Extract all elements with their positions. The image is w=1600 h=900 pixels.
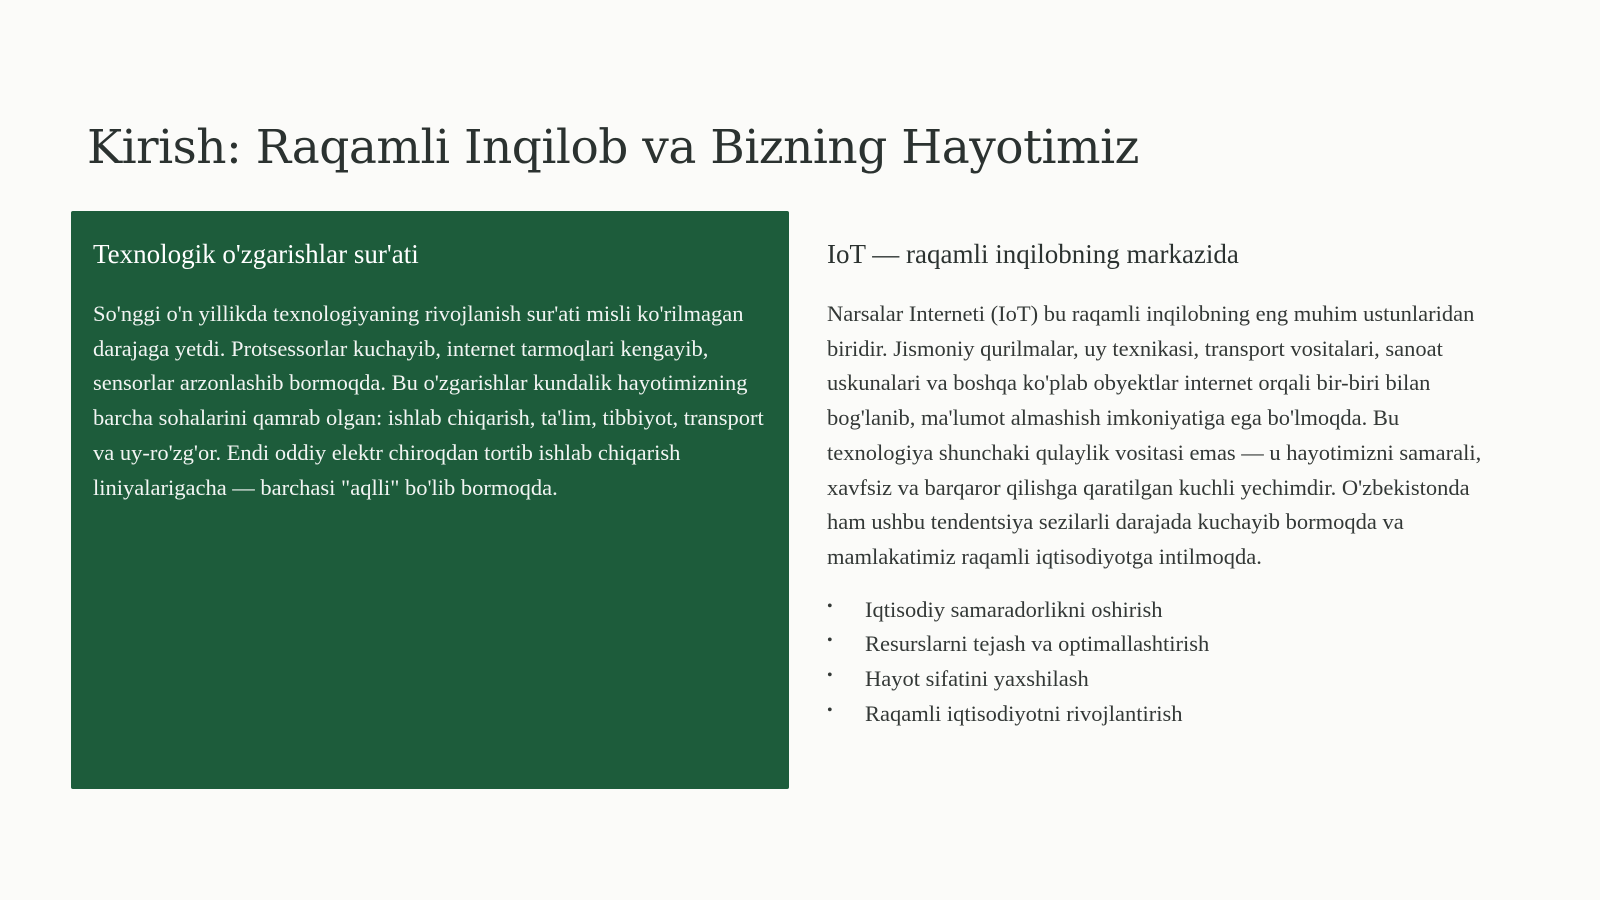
iot-section bbox=[827, 235, 1507, 731]
list-item bbox=[827, 593, 1507, 628]
iot-heading: IoT — raqamli inqilobning markazida bbox=[827, 239, 1239, 269]
list-item bbox=[827, 662, 1507, 697]
list-item-label: Hayot sifatini yaxshilash bbox=[865, 666, 1089, 692]
bullet-icon: • bbox=[827, 667, 833, 685]
iot-body-text: Narsalar Interneti (IoT) bu raqamli inqilobning eng muhim ustunlaridan biridir. Jismoniy qurilmalar, uy texnikasi, transport vositalari, sanoat uskunalari va boshqa ko'plab obyektlar internet orqali bir-biri bilan bog'lanib, ma'lumot almashish imkoniyatiga ega bo'lmoqda. Bu texnologiya shunchaki qulaylik vositasi emas — u hayotimizni samarali, xavfsiz va barqaror qilishga qaratilgan kuchli yechimdir. O'zbekistonda ham ushbu tendentsiya sezilarli darajada kuchayib bormoqda va mamlakatimiz raqamli iqtisodiyotga intilmoqda. bbox=[827, 301, 1482, 569]
slide-title: Kirish: Raqamli Inqilob va Bizning Hayotimiz bbox=[87, 120, 1139, 175]
benefits-list bbox=[827, 593, 1507, 732]
list-item bbox=[827, 697, 1507, 732]
card-body-text: So'nggi o'n yillikda texnologiyaning rivojlanish sur'ati misli ko'rilmagan darajaga yetdi. Protsessorlar kuchayib, internet tarmoqlari kengayib, sensorlar arzonlashib bormoqda. Bu o'zgarishlar kundalik hayotimizning barcha sohalarini qamrab olgan: ishlab chiqarish, ta'lim, tibbiyot, transport va uy-ro'zg'or. Endi oddiy elektr chiroqdan tortib ishlab chiqarish liniyalarigacha — barchasi "aqlli" bo'lib bormoqda. bbox=[93, 301, 764, 500]
list-item-label: Raqamli iqtisodiyotni rivojlantirish bbox=[865, 700, 1183, 726]
tech-change-card bbox=[71, 211, 789, 789]
list-item bbox=[827, 627, 1507, 662]
list-item-label: Iqtisodiy samaradorlikni oshirish bbox=[865, 596, 1163, 622]
bullet-icon: • bbox=[827, 597, 833, 615]
card-heading: Texnologik o'zgarishlar sur'ati bbox=[93, 239, 419, 269]
bullet-icon: • bbox=[827, 632, 833, 650]
bullet-icon: • bbox=[827, 701, 833, 719]
list-item-label: Resurslarni tejash va optimallashtirish bbox=[865, 631, 1210, 657]
